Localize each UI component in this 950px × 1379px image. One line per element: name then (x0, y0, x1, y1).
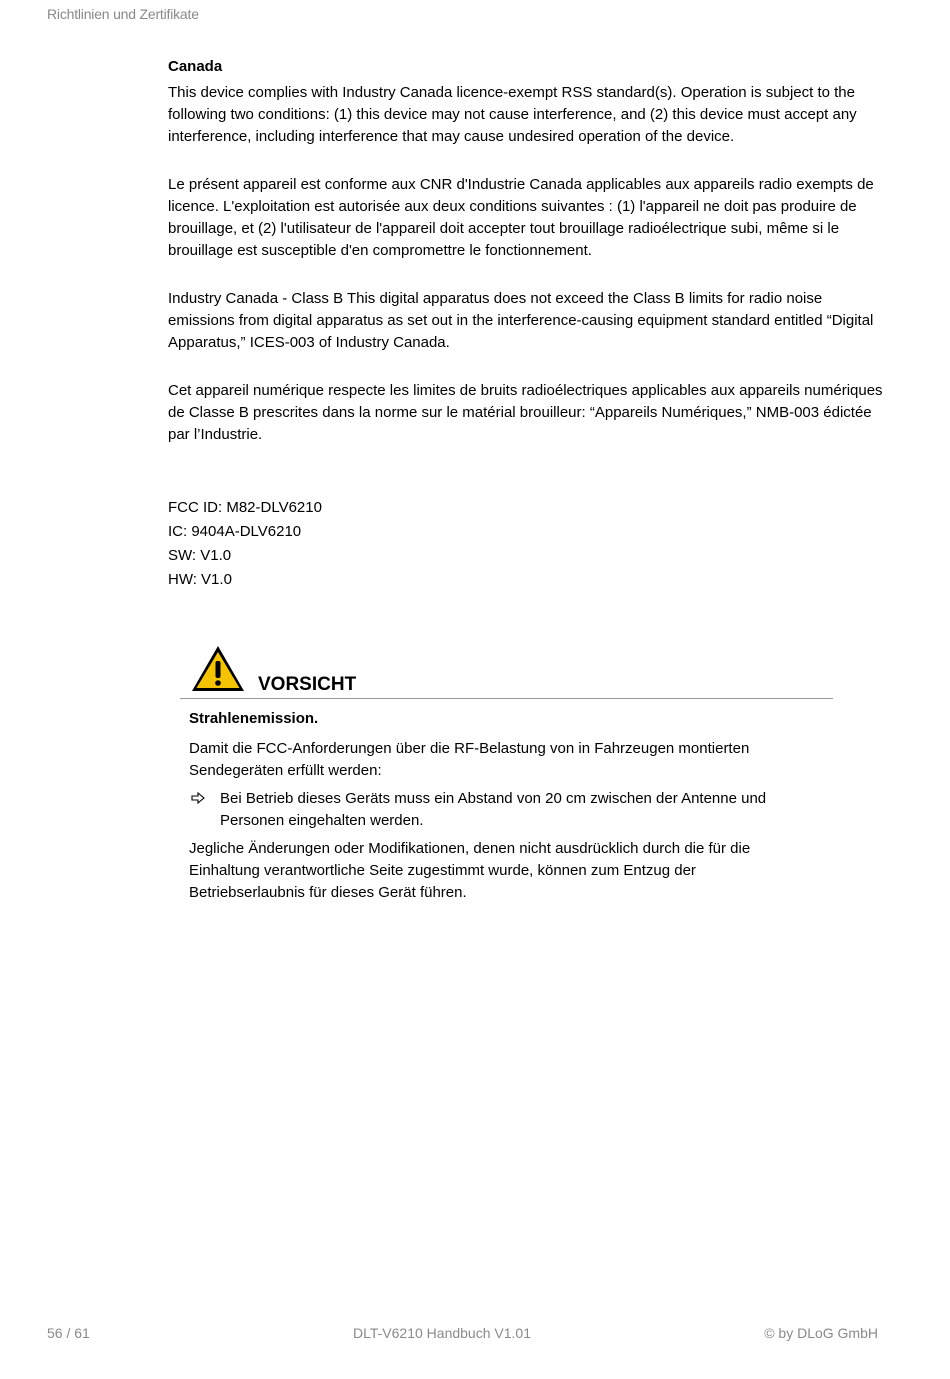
caution-box (180, 644, 833, 910)
arrow-right-icon (191, 791, 205, 805)
caution-outro: Jegliche Änderungen oder Modifikationen, denen nicht ausdrücklich durch die für die Einhaltung verantwortliche Seite zugestimmt wurde, können zum Entzug der Betriebserlaubnis für dieses Gerät führen. (189, 840, 751, 901)
caution-intro: Damit die FCC-Anforderungen über die RF-Belastung von in Fahrzeugen montierten Sendegeräten erfüllt werden: (189, 740, 750, 779)
ic-id: IC: 9404A-DLV6210 (168, 523, 302, 540)
canada-section (168, 56, 888, 472)
caution-title: VORSICHT (258, 674, 357, 695)
warning-triangle-icon (190, 644, 246, 694)
caution-body (180, 708, 833, 904)
paragraph: Industry Canada - Class B This digital apparatus does not exceed the Class B limits for radio noise emissions from digital apparatus as set out in the interference-causing equipment standard entitled “Digital Apparatus,” ICES-003 of Industry Canada. (168, 290, 874, 351)
copyright: © by DLoG GmbH (764, 1325, 878, 1341)
section-heading: Canada (168, 58, 223, 75)
list-item (189, 788, 820, 832)
sw-version: SW: V1.0 (168, 547, 232, 564)
caution-subtitle: Strahlenemission. (189, 710, 319, 727)
bullet-text: Bei Betrieb dieses Geräts muss ein Abstand von 20 cm zwischen der Antenne und Personen eingehalten werden. (220, 790, 767, 829)
caution-header (180, 644, 833, 699)
page-number: 56 / 61 (47, 1325, 90, 1341)
hw-version: HW: V1.0 (168, 571, 232, 588)
paragraph: Cet appareil numérique respecte les limites de bruits radioélectriques applicables aux appareils numériques de Classe B prescrites dans la norme sur le matérial brouilleur: “Appareils Numériques,” NMB-003 édictée par l’Industrie. (168, 382, 883, 443)
paragraph: This device complies with Industry Canada licence-exempt RSS standard(s). Operation is subject to the following two conditions: (1) this device may not cause interference, and (2) this device must accept any interference, including interference that may cause undesired operation of the device. (168, 84, 857, 145)
device-ids (168, 496, 322, 592)
fcc-id: FCC ID: M82-DLV6210 (168, 499, 322, 516)
running-header: Richtlinien und Zertifikate (47, 6, 199, 22)
document-title: DLT-V6210 Handbuch V1.01 (353, 1325, 531, 1341)
paragraph: Le présent appareil est conforme aux CNR d'Industrie Canada applicables aux appareils radio exempts de licence. L'exploitation est autorisée aux deux conditions suivantes : (1) l'appareil ne doit pas produire de brouillage, et (2) l'utilisateur de l'appareil doit accepter tout brouillage radioélectrique subi, même si le brouillage est susceptible d'en compromettre le fonctionnement. (168, 176, 874, 259)
